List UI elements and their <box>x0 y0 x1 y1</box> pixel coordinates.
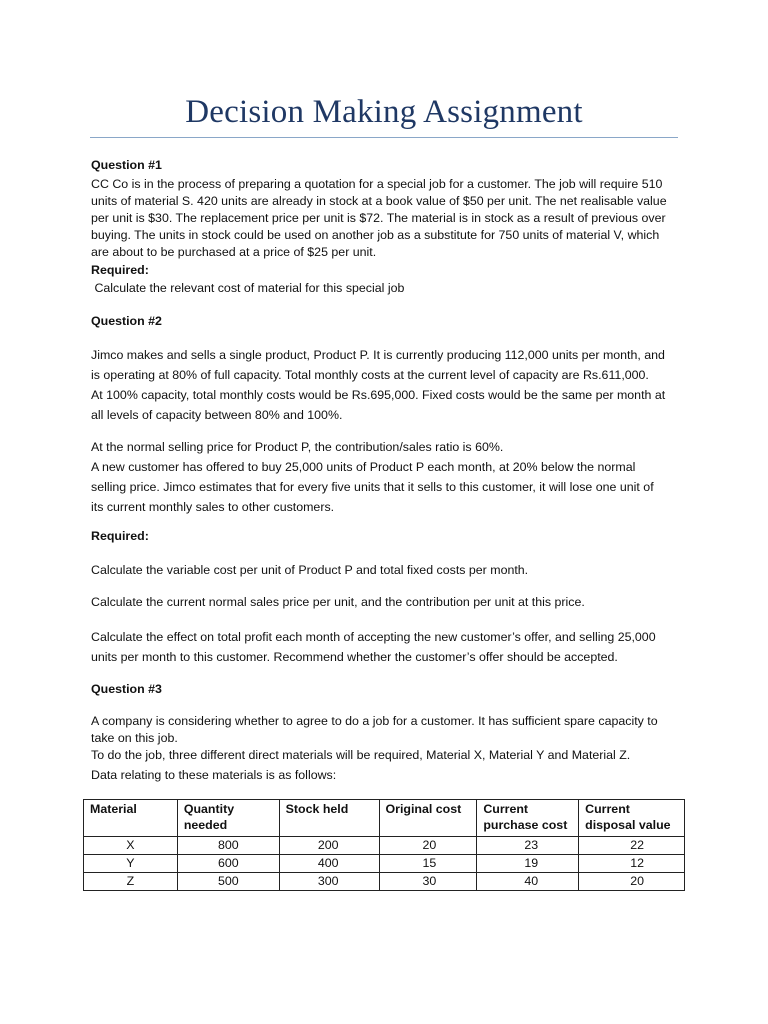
q1-required-label: Required: <box>91 263 149 277</box>
cell-purchase-cost: 19 <box>477 855 579 873</box>
q2-required-label: Required: <box>91 529 149 543</box>
cell-disposal-value: 22 <box>579 837 685 855</box>
q2-requirement-2: Calculate the current normal sales price per unit, and the contribution per unit at this price. <box>91 595 585 609</box>
header-quantity-needed: Quantity needed <box>177 800 279 837</box>
q1-line: per unit is $30. The replacement price per unit is $72. The material is in stock as a result of previous over <box>91 211 666 225</box>
cell-material: X <box>84 837 178 855</box>
q2-line: units per month to this customer. Recommend whether the customer’s offer should be accepted. <box>91 650 618 664</box>
q2-heading: Question #2 <box>91 314 162 328</box>
q2-line: all levels of capacity between 80% and 100%. <box>91 408 343 422</box>
q3-body <box>91 713 681 784</box>
table-header-row <box>84 800 685 837</box>
q2-line: Jimco makes and sells a single product, Product P. It is currently producing 112,000 units per month, and <box>91 348 665 362</box>
table-row <box>84 837 685 855</box>
header-current-purchase-cost: Current purchase cost <box>477 800 579 837</box>
cell-quantity: 500 <box>177 873 279 891</box>
q2-line: Calculate the effect on total profit each month of accepting the new customer’s offer, and selling 25,000 <box>91 630 656 644</box>
cell-disposal-value: 20 <box>579 873 685 891</box>
q1-required-text: Calculate the relevant cost of material for this special job <box>91 281 405 295</box>
q2-paragraph-1 <box>91 345 681 425</box>
table-row <box>84 855 685 873</box>
cell-disposal-value: 12 <box>579 855 685 873</box>
q1-line: buying. The units in stock could be used on another job as a substitute for 750 units of material V, which <box>91 228 660 242</box>
q2-line: is operating at 80% of full capacity. Total monthly costs at the current level of capacity are Rs.611,000. <box>91 368 649 382</box>
q2-requirement-1: Calculate the variable cost per unit of Product P and total fixed costs per month. <box>91 563 529 577</box>
q1-heading: Question #1 <box>91 158 162 172</box>
q2-line: At the normal selling price for Product P, the contribution/sales ratio is 60%. <box>91 440 504 454</box>
header-material: Material <box>84 800 178 837</box>
q2-requirement-3 <box>91 627 681 667</box>
cell-stock: 300 <box>279 873 379 891</box>
cell-quantity: 600 <box>177 855 279 873</box>
cell-original-cost: 30 <box>379 873 477 891</box>
cell-material: Z <box>84 873 178 891</box>
q3-line: take on this job. <box>91 731 178 745</box>
q3-line: Data relating to these materials is as follows: <box>91 768 337 782</box>
q2-line: A new customer has offered to buy 25,000 units of Product P each month, at 20% below the normal <box>91 460 636 474</box>
q3-heading: Question #3 <box>91 682 162 696</box>
cell-material: Y <box>84 855 178 873</box>
cell-quantity: 800 <box>177 837 279 855</box>
cell-original-cost: 15 <box>379 855 477 873</box>
cell-purchase-cost: 40 <box>477 873 579 891</box>
q1-line: units of material S. 420 units are already in stock at a book value of $50 per unit. The net realisable value <box>91 194 667 208</box>
q2-paragraph-2 <box>91 437 681 517</box>
title-underline <box>90 137 678 138</box>
q3-line: To do the job, three different direct materials will be required, Material X, Material Y and Material Z. <box>91 748 631 762</box>
q2-line: At 100% capacity, total monthly costs would be Rs.695,000. Fixed costs would be the same per month at <box>91 388 666 402</box>
cell-stock: 400 <box>279 855 379 873</box>
q1-body <box>91 176 681 261</box>
header-current-disposal-value: Current disposal value <box>579 800 685 837</box>
q1-line: are about to be purchased at a price of $25 per unit. <box>91 245 377 259</box>
header-stock-held: Stock held <box>279 800 379 837</box>
cell-original-cost: 20 <box>379 837 477 855</box>
materials-table <box>83 799 685 891</box>
page-title: Decision Making Assignment <box>185 94 583 130</box>
q2-line: selling price. Jimco estimates that for every five units that it sells to this customer, it will lose one unit of <box>91 480 654 494</box>
cell-stock: 200 <box>279 837 379 855</box>
cell-purchase-cost: 23 <box>477 837 579 855</box>
q2-line: its current monthly sales to other customers. <box>91 500 335 514</box>
q3-line: A company is considering whether to agree to do a job for a customer. It has sufficient spare capacity to <box>91 714 658 728</box>
q1-line: CC Co is in the process of preparing a quotation for a special job for a customer. The job will require 510 <box>91 177 663 191</box>
table-row <box>84 873 685 891</box>
header-original-cost: Original cost <box>379 800 477 837</box>
